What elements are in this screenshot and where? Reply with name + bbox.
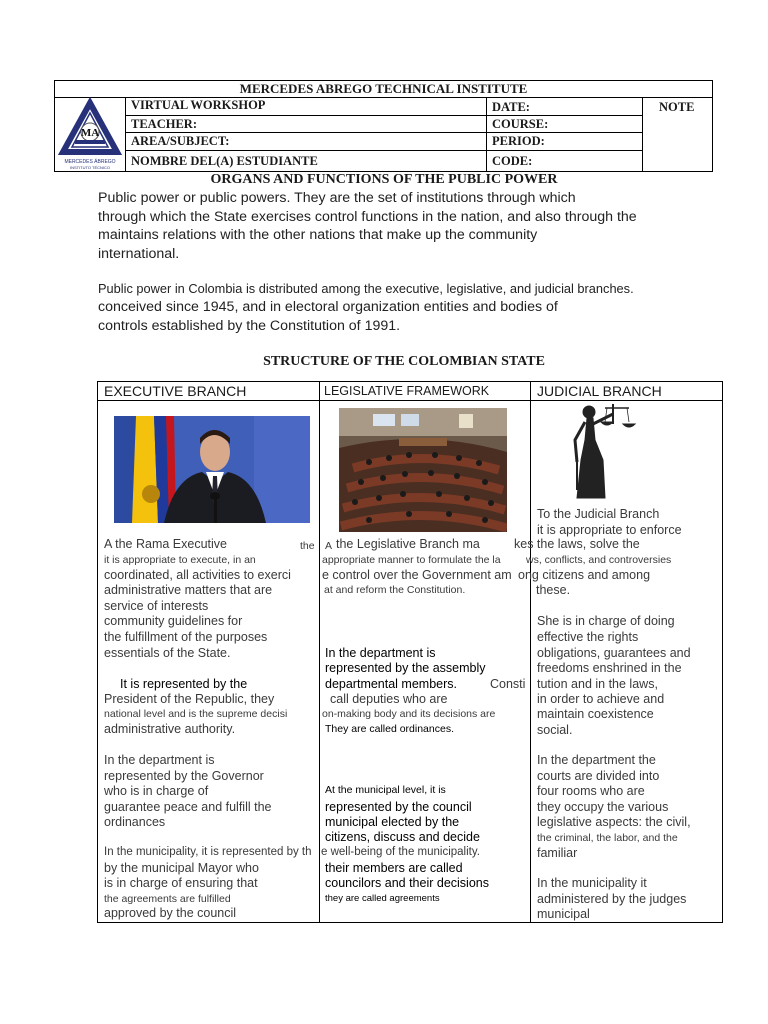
paragraph-line: controls established by the Constitution of 1991. <box>98 318 401 334</box>
leg-text-b6: They are called ordinances. <box>325 723 454 735</box>
teacher-label: TEACHER: <box>131 117 197 131</box>
jud-text-b5: tution and in the laws, <box>537 677 658 691</box>
jud-text-c4: they occupy the various <box>537 800 669 814</box>
jud-text-d1: In the municipality it <box>537 876 647 890</box>
leg-text-c2: represented by the council <box>325 800 472 814</box>
executive-header: EXECUTIVE BRANCH <box>104 383 247 399</box>
judicial-header: JUDICIAL BRANCH <box>537 383 662 399</box>
congress-photo <box>339 408 507 532</box>
jud-text-c3: four rooms who are <box>537 784 645 798</box>
leg-text-a3: e control over the Government am <box>322 568 512 582</box>
exec-text-a7: the fulfillment of the purposes <box>104 630 268 644</box>
jud-text-a5: ong citizens and among <box>518 568 651 582</box>
exec-text-a2: it is appropriate to execute, in an <box>104 554 256 566</box>
exec-text-b1: It is represented by the <box>120 677 248 691</box>
exec-text-b4: administrative authority. <box>104 722 236 736</box>
exec-text-a1-small: the <box>300 540 315 552</box>
leg-text-b1: In the department is <box>325 646 436 660</box>
structure-table <box>97 381 723 923</box>
jud-text-b3: obligations, guarantees and <box>537 646 691 660</box>
exec-text-b3: national level and is the supreme decisi <box>104 708 288 720</box>
leg-text-a4: at and reform the Constitution. <box>324 584 466 596</box>
structure-title: STRUCTURE OF THE COLOMBIAN STATE <box>263 354 545 369</box>
intro-line: Public power or public powers. They are the set of institutions through which <box>98 190 576 206</box>
leg-text-b2: represented by the assembly <box>325 661 486 675</box>
period-label: PERIOD: <box>492 134 545 148</box>
exec-text-a8: essentials of the State. <box>104 646 231 660</box>
header-table <box>54 80 713 172</box>
leg-text-c3: municipal elected by the <box>325 815 460 829</box>
workshop-label: VIRTUAL WORKSHOP <box>131 98 266 112</box>
section-title: ORGANS AND FUNCTIONS OF THE PUBLIC POWER <box>210 172 558 187</box>
paragraph-line: conceived since 1945, and in electoral organization entities and bodies of <box>98 299 558 315</box>
exec-text-c4: guarantee peace and fulfill the <box>104 800 272 814</box>
exec-text-a6: community guidelines for <box>104 614 243 628</box>
code-label: CODE: <box>492 154 533 168</box>
course-label: COURSE: <box>492 117 549 131</box>
subject-label: AREA/SUBJECT: <box>131 134 230 148</box>
jud-text-b7: maintain coexistence <box>537 707 654 721</box>
date-label: DATE: <box>492 100 530 114</box>
leg-text-b3b: Consti <box>490 677 526 691</box>
leg-text-a1-small: A <box>325 540 333 552</box>
jud-text-a4: ws, conflicts, and controversies <box>526 554 672 566</box>
jud-text-a2: it is appropriate to enforce <box>537 523 682 537</box>
leg-text-a1: the Legislative Branch ma <box>336 537 480 551</box>
institute-title: MERCEDES ABREGO TECHNICAL INSTITUTE <box>55 81 712 98</box>
exec-text-d5: approved by the council <box>104 906 237 920</box>
logo-initials: MA <box>80 127 100 139</box>
legislative-header: LEGISLATIVE FRAMEWORK <box>324 384 490 398</box>
lady-justice-icon <box>565 400 637 502</box>
jud-text-a6: these. <box>536 583 571 597</box>
jud-text-b4: freedoms enshrined in the <box>537 661 682 675</box>
leg-text-c8: they are called agreements <box>325 893 440 904</box>
jud-text-a3: kes the laws, solve the <box>514 537 640 551</box>
exec-text-c5: ordinances <box>104 815 166 829</box>
constitution-paragraph <box>98 298 558 336</box>
student-name-label: NOMBRE DEL(A) ESTUDIANTE <box>131 154 318 168</box>
jud-text-b6: in order to achieve and <box>537 692 665 706</box>
jud-text-c7: familiar <box>537 846 578 860</box>
exec-text-d2: by the municipal Mayor who <box>104 861 259 875</box>
jud-text-b1: She is in charge of doing <box>537 614 675 628</box>
leg-text-c7: councilors and their decisions <box>325 876 489 890</box>
intro-paragraph <box>98 189 637 263</box>
leg-text-b3: departmental members. <box>325 677 458 691</box>
intro-line: through which the State exercises control functions in the nation, and also through the <box>98 208 637 225</box>
jud-text-c2: courts are divided into <box>537 769 660 783</box>
exec-text-d4: the agreements are fulfilled <box>104 893 231 905</box>
president-photo <box>114 416 310 523</box>
jud-text-c5: legislative aspects: the civil, <box>537 815 691 829</box>
leg-text-c5: e well-being of the municipality. <box>321 846 480 858</box>
jud-text-c6: the criminal, the labor, and the <box>537 832 678 844</box>
exec-text-a5: service of interests <box>104 599 209 613</box>
exec-text-c2: represented by the Governor <box>104 769 264 783</box>
note-label: NOTE <box>659 100 695 114</box>
jud-text-d3: municipal <box>537 907 590 921</box>
leg-text-c4: citizens, discuss and decide <box>325 830 480 844</box>
jud-text-b8: social. <box>537 723 573 737</box>
logo-top-text: INSTITUTO TÉCNICO <box>69 165 111 170</box>
intro-line: international. <box>98 245 180 262</box>
jud-text-c1: In the department the <box>537 753 656 767</box>
exec-text-c1: In the department is <box>104 753 215 767</box>
exec-text-a4: administrative matters that are <box>104 583 273 597</box>
intro-line: maintains relations with the other nations that make up the community <box>98 227 538 243</box>
school-logo-icon <box>55 97 125 172</box>
leg-text-b4: call deputies who are <box>330 692 448 706</box>
leg-text-b5: on-making body and its decisions are <box>322 708 496 720</box>
branches-sentence: Public power in Colombia is distributed among the executive, legislative, and judicial branches. <box>98 281 634 296</box>
exec-text-b2: President of the Republic, they <box>104 692 275 706</box>
exec-text-a1: A the Rama Executive <box>104 537 227 551</box>
jud-text-d2: administered by the judges <box>537 892 687 906</box>
leg-text-c6: their members are called <box>325 861 463 875</box>
jud-text-a1: To the Judicial Branch <box>537 507 660 521</box>
leg-text-c1: At the municipal level, it is <box>325 784 446 796</box>
logo-cell <box>55 97 126 172</box>
exec-text-c3: who is in charge of <box>104 784 209 798</box>
logo-bottom-text: MERCEDES ÁBREGO <box>64 159 116 165</box>
exec-text-d3: is in charge of ensuring that <box>104 876 258 890</box>
exec-text-a3: coordinated, all activities to exerci <box>104 568 291 582</box>
leg-text-a2: appropriate manner to formulate the la <box>322 554 501 566</box>
jud-text-b2: effective the rights <box>537 630 639 644</box>
exec-text-d1: In the municipality, it is represented by th <box>104 846 312 858</box>
